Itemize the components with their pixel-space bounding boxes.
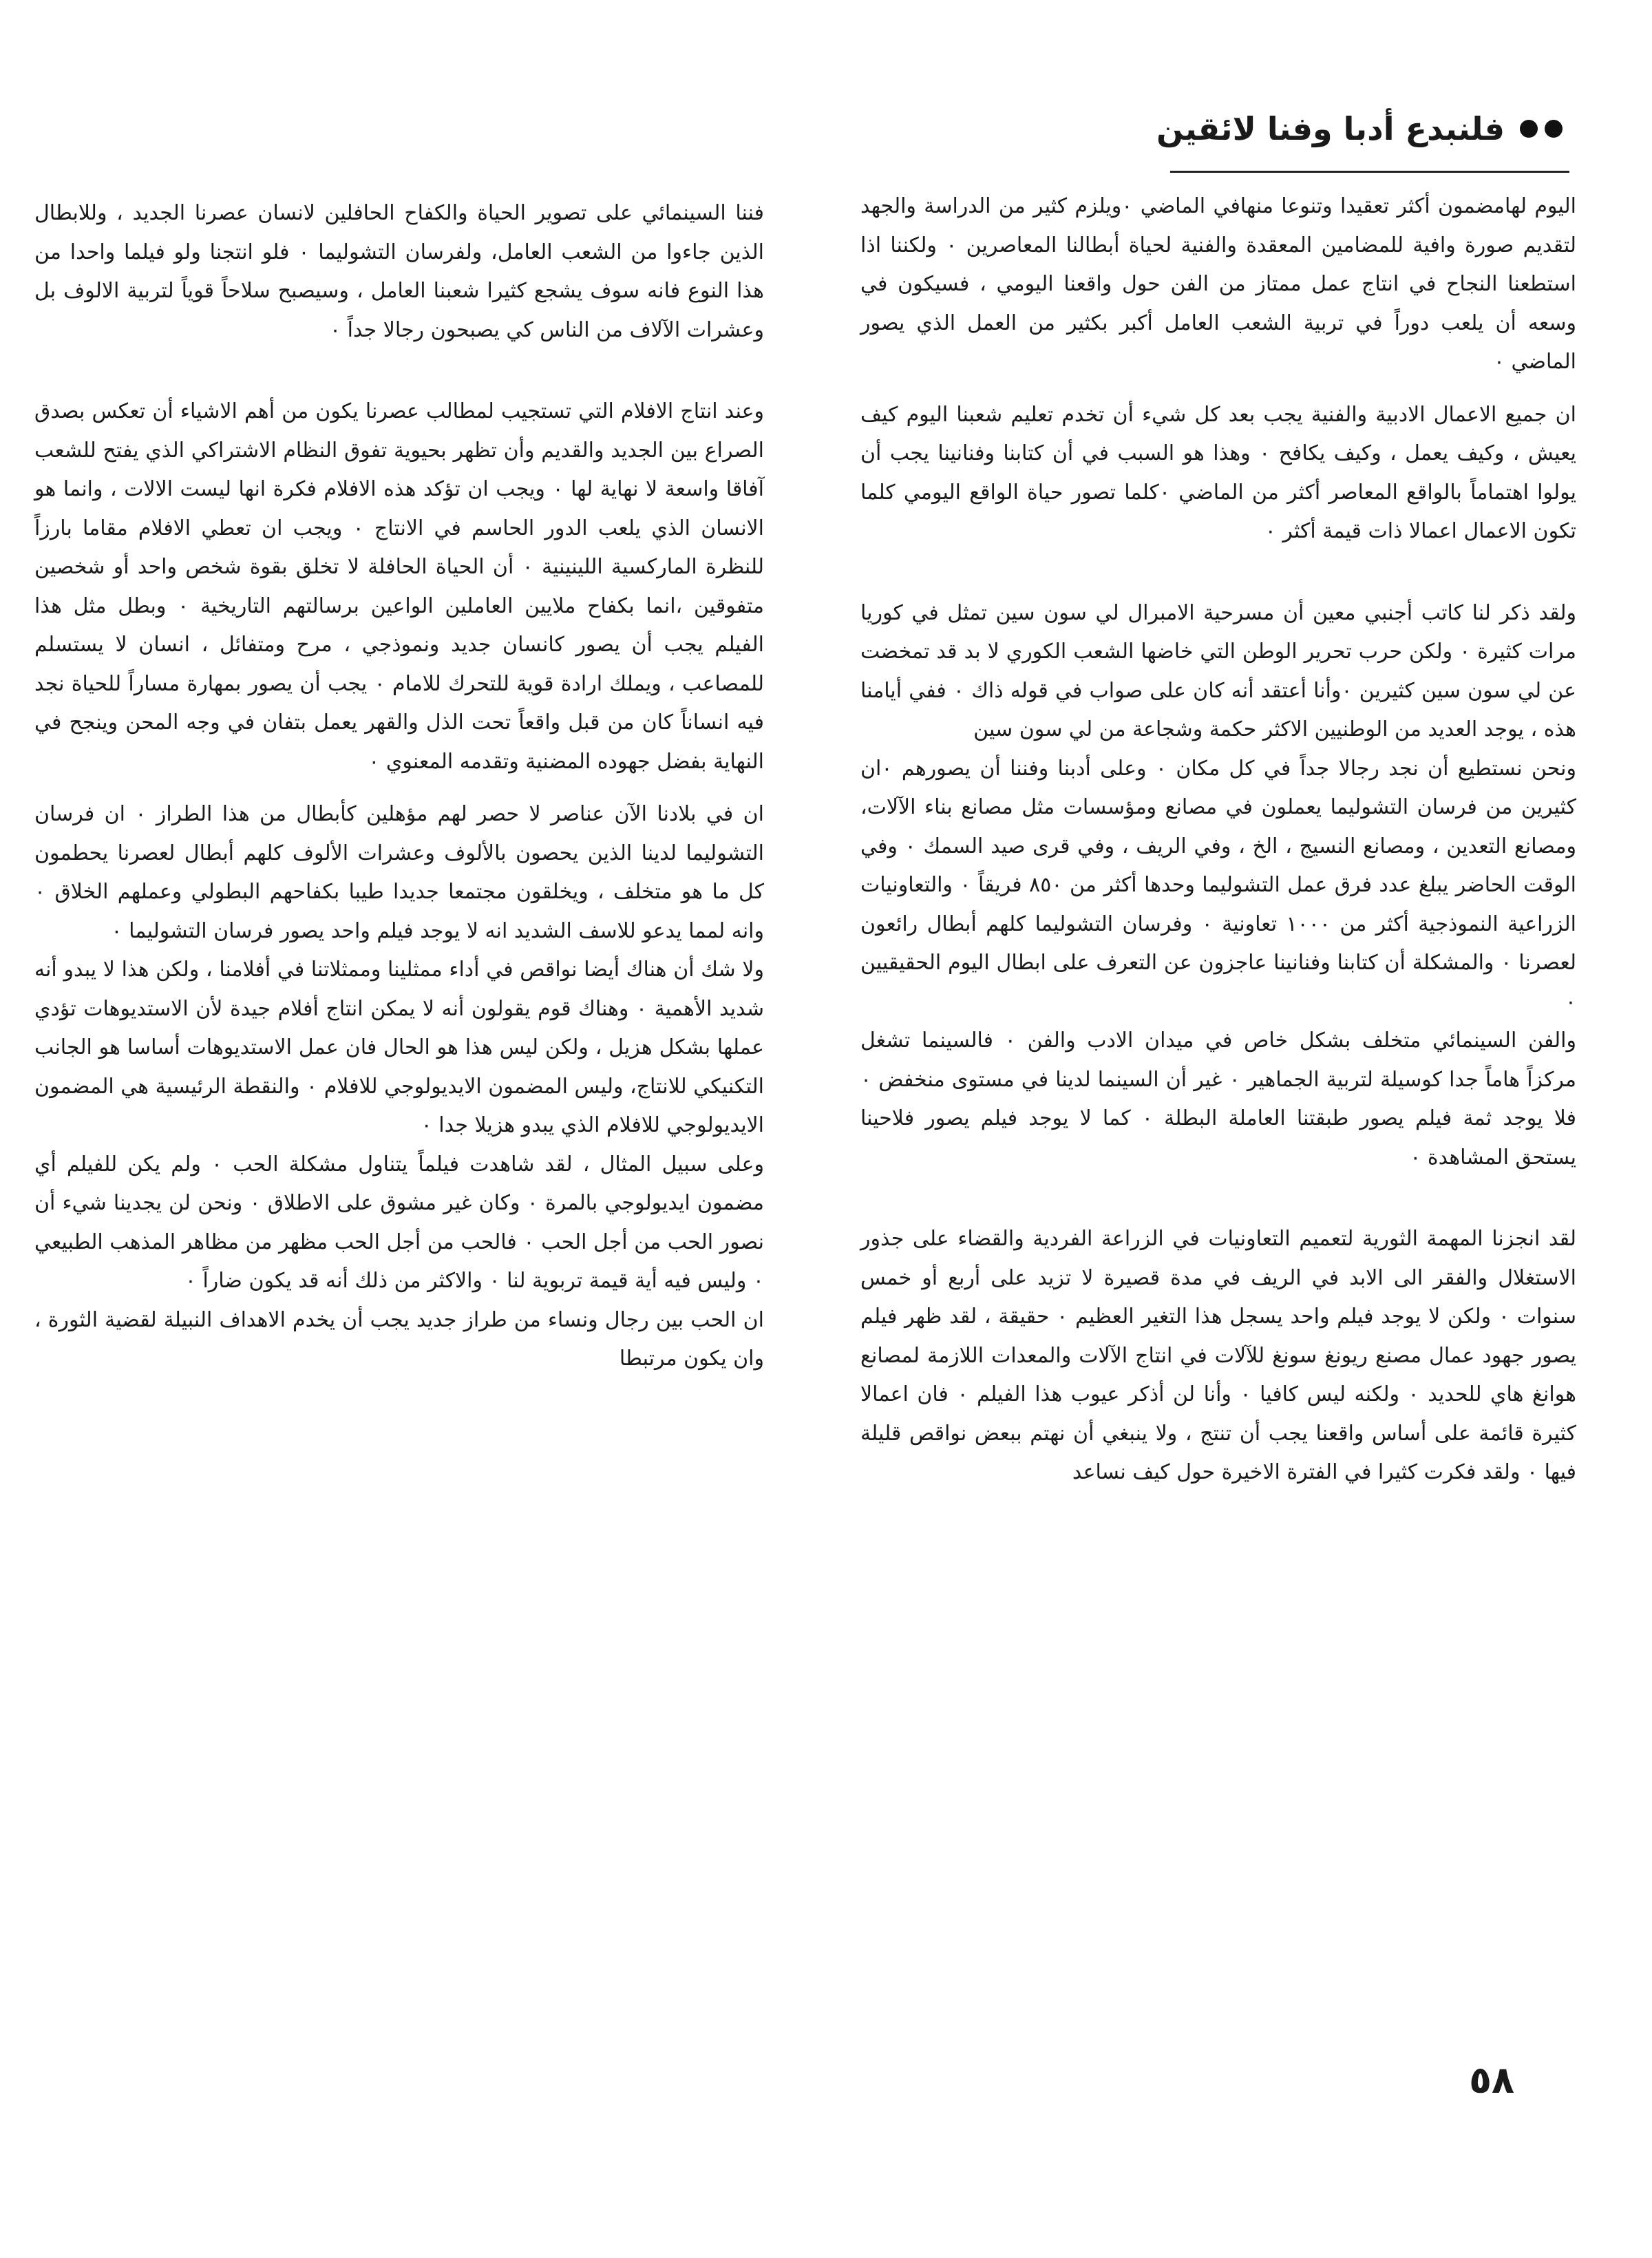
article-header	[1156, 110, 1563, 147]
header-divider	[1170, 171, 1569, 173]
paragraph: ولا شك أن هناك أيضا نواقص في أداء ممثلينا وممثلاتنا في أفلامنا ، ولكن هذا لا يبدو أنه شديد الأهمية ٠ وهناك قوم يقولون أنه لا يمكن انتاج أفلام جيدة لأن الاستديوهات تؤدي عملها بشكل هزيل ، ولكن ليس هذا هو الحال فان عمل الاستديوهات أساسا هو الجانب التكنيكي للانتاج، وليس المضمون الايديولوجي للافلام ٠ والنقطة الرئيسية هي المضمون الايديولوجي للافلام الذي يبدو هزيلا جدا ٠	[34, 958, 764, 1137]
paragraph: وعند انتاج الافلام التي تستجيب لمطالب عصرنا يكون من أهم الاشياء أن تعكس بصدق الصراع بين الجديد والقديم وأن تظهر بحيوية تفوق النظام الاشتراكي الذي يفتح للشعب آفاقا واسعة لا نهاية لها ٠ ويجب ان تؤكد هذه الافلام فكرة انها ليست الالات ، وانما هو الانسان الذي يلعب الدور الحاسم في الانتاج ٠ ويجب ان تعطي الافلام مقاما بارزاً للنظرة الماركسية اللينينية ٠ أن الحياة الحافلة لا تخلق بقوة شخص واحد أو شخصين متفوقين ،انما بكفاح ملايين العاملين الواعين برسالتهم التاريخية ٠ وبطل مثل هذا الفيلم يجب أن يصور كانسان جديد ونموذجي ، مرح ومتفائل ، انسان لا يستسلم للمصاعب ، ويملك ارادة قوية للتحرك للامام ٠ يجب أن يصور بمهارة مساراً للحياة نجد فيه انساناً كان من قبل واقعاً تحت الذل والقهر يعمل بتفان في وجه المحن وينجح في النهاية بفضل جهوده المضنية وتقدمه المعنوي ٠	[34, 399, 764, 774]
article-title: فلنبدع أدبا وفنا لائقين	[1156, 110, 1505, 147]
paragraph: ولقد ذكر لنا كاتب أجنبي معين أن مسرحية الامبرال لي سون سين تمثل في كوريا مرات كثيرة ٠ ولكن حرب تحرير الوطن التي خاضها الشعب الكوري لا بد قد تمخضت عن لي سون سين كثيرين ٠وأنا أعتقد أنه كان على صواب في قوله ذاك ٠ ففي أيامنا هذه ، يوجد العديد من الوطنيين الاكثر حكمة وشجاعة من لي سون سين	[860, 600, 1576, 741]
paragraph: فننا السينمائي على تصوير الحياة والكفاح الحافلين لانسان عصرنا الجديد ، وللابطال الذين جاءوا من الشعب العامل، ولفرسان التشوليما ٠ فلو انتجنا ولو فيلما واحدا من هذا النوع فانه سوف يشجع كثيرا شعبنا العامل ، وسيصبح سلاحاً قوياً لتربية الالوف بل وعشرات الآلاف من الناس كي يصبحون رجالا جداً ٠	[34, 201, 765, 342]
page-number: ٥٨	[1469, 2058, 1514, 2102]
paragraph: اليوم لهامضمون أكثر تعقيدا وتنوعا منهافي الماضي ٠ويلزم كثير من الدراسة والجهد لتقديم صورة وافية للمضامين المعقدة والفنية لحياة أبطالنا المعاصرين ٠ ولكننا اذا استطعنا النجاح في انتاج عمل ممتاز من الفن حول واقعنا اليومي ، فسيكون في وسعه أن يلعب دوراً في تربية الشعب العامل أكبر بكثير من العمل الذي يصور الماضي ٠	[860, 194, 1577, 374]
paragraph: ان جميع الاعمال الادبية والفنية يجب بعد كل شيء أن تخدم تعليم شعبنا اليوم كيف يعيش ، وكيف يعمل ، وكيف يكافح ٠ وهذا هو السبب في أن كتابنا وفنانينا يجب أن يولوا اهتماماً بالواقع المعاصر أكثر من الماضي ٠كلما تصور حياة الواقع اليومي كلما تكون الاعمال اعمالا ذات قيمة أكثر ٠	[860, 402, 1576, 543]
right-text-column	[860, 187, 1576, 1492]
paragraph: ان الحب بين رجال ونساء من طراز جديد يجب أن يخدم الاهداف النبيلة لقضية الثورة ، وان يكون مرتبطا	[34, 1307, 764, 1371]
bullet-dots-icon	[1520, 120, 1563, 138]
paragraph: وعلى سبيل المثال ، لقد شاهدت فيلماً يتناول مشكلة الحب ٠ ولم يكن للفيلم أي مضمون ايديولوجي بالمرة ٠ وكان غير مشوق على الاطلاق ٠ ونحن لن يجدينا شيء أن نصور الحب من أجل الحب ٠ فالحب من أجل الحب مظهر من مظاهر المذهب الطبيعي ٠ وليس فيه أية قيمة تربوية لنا ٠ والاكثر من ذلك أنه قد يكون ضاراً ٠	[34, 1152, 765, 1293]
paragraph: والفن السينمائي متخلف بشكل خاص في ميدان الادب والفن ٠ فالسينما تشغل مركزاً هاماً جدا كوسيلة لتربية الجماهير ٠ غير أن السينما لدينا في مستوى منخفض ٠ فلا يوجد ثمة فيلم يصور طبقتنا العاملة البطلة ٠ كما لا يوجد فيلم يصور فلاحينا يستحق المشاهدة ٠	[860, 1028, 1576, 1170]
paragraph: لقد انجزنا المهمة الثورية لتعميم التعاونيات في الزراعة الفردية والقضاء على جذور الاستغلال والفقر الى الابد في الريف في مدة قصيرة لا تزيد على أربع أو خمس سنوات ٠ ولكن لا يوجد فيلم واحد يسجل هذا التغير العظيم ٠ حقيقة ، لقد ظهر فيلم يصور جهود عمال مصنع ريونغ سونغ للآلات في انتاج الآلات والمعدات اللازمة لمصانع هوانغ هاي للحديد ٠ ولكنه ليس كافيا ٠ وأنا لن أذكر عيوب هذا الفيلم ٠ فان اعمالا كثيرة قائمة على أساس واقعنا يجب أن تنتج ، ولا ينبغي أن نهتم ببعض نواقص قليلة فيها ٠ ولقد فكرت كثيرا في الفترة الاخيرة حول كيف نساعد	[860, 1227, 1576, 1484]
paragraph: ان في بلادنا الآن عناصر لا حصر لهم مؤهلين كأبطال من هذا الطراز ٠ ان فرسان التشوليما لدينا الذين يحصون بالألوف وعشرات الألوف كلهم أبطال لعصرنا يحطمون كل ما هو متخلف ، ويخلقون مجتمعا جديدا طيبا بكفاحهم البطولي وعملهم الخلاق ٠ وانه لمما يدعو للاسف الشديد انه لا يوجد فيلم واحد يصور فرسان التشوليما ٠	[34, 802, 764, 943]
paragraph: ونحن نستطيع أن نجد رجالا جداً في كل مكان ٠ وعلى أدبنا وفننا أن يصورهم ٠ان كثيرين من فرسان التشوليما يعملون في مصانع ومؤسسات مثل مصانع بناء الآلات، ومصانع التعدين ، ومصانع النسيج ، الخ ، وفي الريف ، وفي قرى صيد السمك ٠ وفي الوقت الحاضر يبلغ عدد فرق عمل التشوليما وحدها أكثر من ٨٥٠ فريقاً ٠ والتعاونيات الزراعية النموذجية أكثر من ١٠٠٠ تعاونية ٠ وفرسان التشوليما كلهم أبطال رائعون لعصرنا ٠ والمشكلة أن كتابنا وفنانينا عاجزون عن التعرف على ابطال اليوم الحقيقيين ٠	[860, 756, 1577, 1014]
left-text-column	[34, 194, 764, 1379]
